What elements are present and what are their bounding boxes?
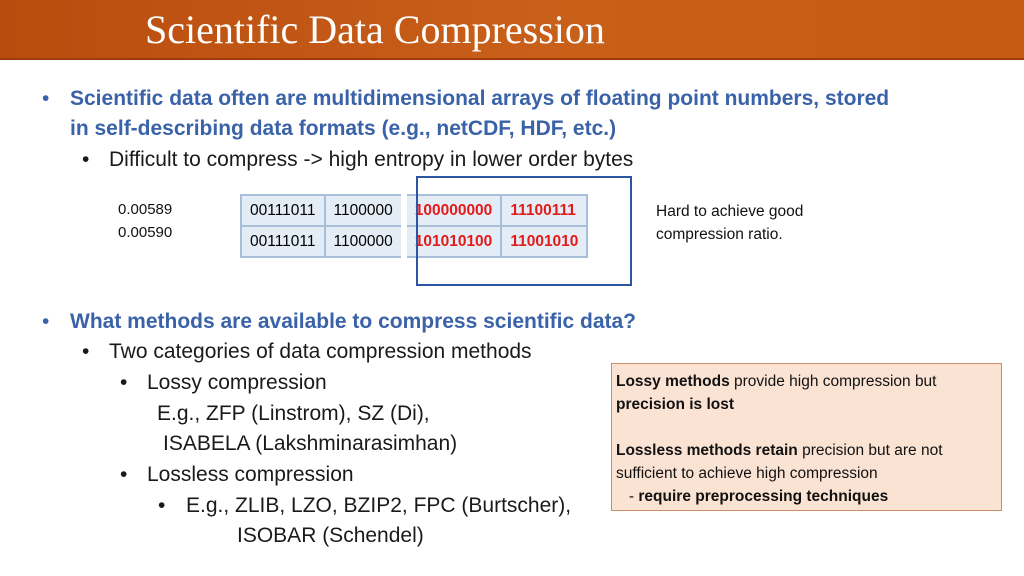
sub-bullet-categories: Two categories of data compression methods (109, 340, 532, 363)
bit-cell: 1100000 (325, 195, 404, 226)
slide-title: Scientific Data Compression (145, 7, 605, 52)
bullet-methods: What methods are available to compress scientific data? (70, 310, 637, 333)
lossy-compression-label: Lossy compression (147, 371, 327, 394)
callout-line (616, 485, 997, 508)
low-order-bytes-highlight-box (416, 176, 632, 286)
bullet-dot: • (120, 371, 128, 394)
callout-line (616, 370, 997, 393)
bit-cell-highlight: 11001010 (501, 226, 587, 257)
callout-spacer (616, 416, 997, 439)
bullet-dot: • (158, 494, 166, 517)
title-bar (0, 0, 1024, 60)
bullet-scientific-data-line1: Scientific data often are multidimensional arrays of floating point numbers, stored (70, 87, 890, 110)
bullet-dot: • (82, 340, 90, 363)
bit-cell-highlight: 100000000 (404, 195, 502, 226)
bit-cell: 00111011 (241, 226, 325, 257)
lossy-examples-line2: ISABELA (Lakshminarasimhan) (163, 432, 458, 455)
callout-text: precision but are not (797, 442, 943, 459)
lossless-examples-line2: ISOBAR (Schendel) (237, 524, 424, 547)
callout-text: sufficient to achieve high compression (616, 465, 878, 482)
callout-bold-text: require preprocessing techniques (638, 488, 889, 505)
callout-text: - (616, 488, 639, 505)
bit-cell-highlight: 101010100 (404, 226, 502, 257)
bullet-dot: • (120, 463, 128, 486)
bullet-dot: • (82, 148, 90, 171)
bit-cell: 1100000 (325, 226, 404, 257)
lossless-compression-label: Lossless compression (147, 463, 354, 486)
lossy-examples-line1: E.g., ZFP (Linstrom), SZ (Di), (157, 402, 430, 425)
bullet-dot: • (42, 310, 50, 333)
callout-bold-text: precision is lost (616, 396, 735, 413)
callout-bold-text: Lossy methods (616, 373, 730, 390)
value-2: 0.00590 (118, 224, 173, 241)
bit-cell-highlight: 11100111 (501, 195, 587, 226)
callout-text: provide high compression but (729, 373, 937, 390)
value-1: 0.00589 (118, 201, 173, 218)
note-line: Hard to achieve good (656, 203, 804, 220)
callout-bold-text: Lossless methods retain (616, 442, 798, 459)
lossless-examples-line1: E.g., ZLIB, LZO, BZIP2, FPC (Burtscher), (186, 494, 572, 517)
methods-callout-box (611, 363, 1002, 511)
bit-cell: 00111011 (241, 195, 325, 226)
bullet-dot: • (42, 87, 50, 110)
callout-line (616, 439, 997, 462)
sub-bullet-entropy: Difficult to compress -> high entropy in lower order bytes (109, 148, 634, 171)
compression-ratio-note (656, 200, 803, 246)
bullet-scientific-data-line2: in self-describing data formats (e.g., netCDF, HDF, etc.) (70, 117, 617, 140)
note-line: compression ratio. (656, 226, 783, 243)
